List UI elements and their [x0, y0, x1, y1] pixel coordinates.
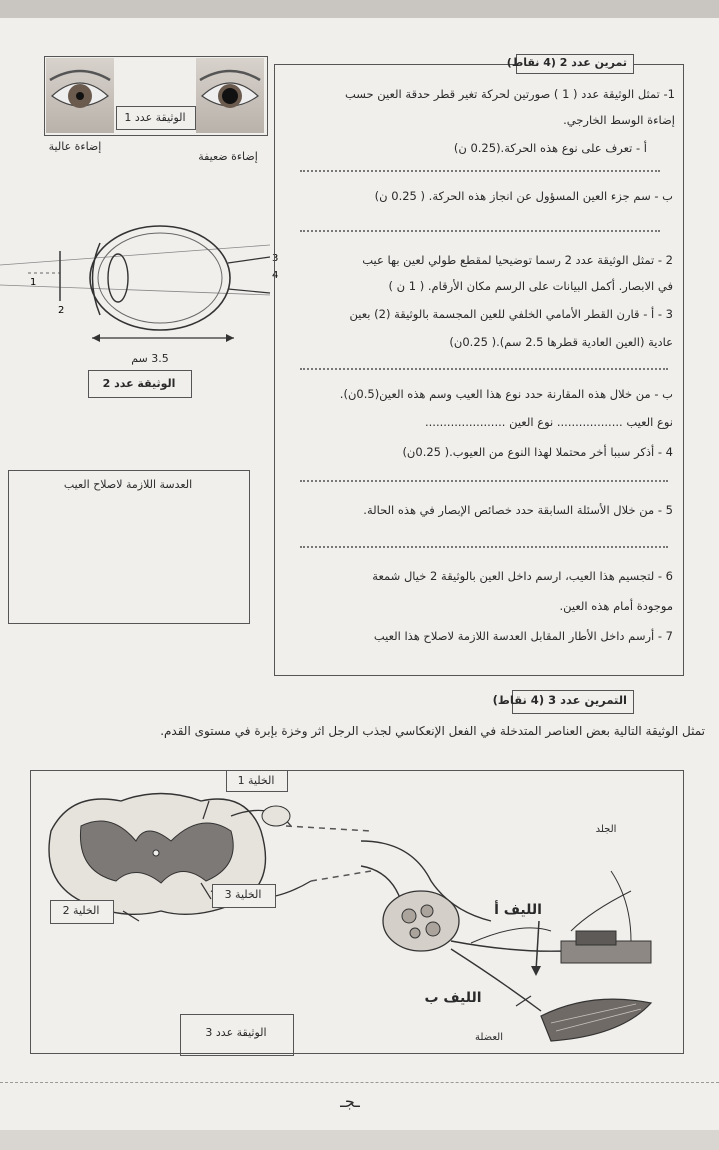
doc1-left-caption: إضاءة عالية: [48, 140, 102, 153]
lens: [108, 254, 128, 302]
page-signature: ـجـ: [340, 1092, 360, 1111]
cell3-label: الخلية 3: [224, 888, 262, 901]
ex2-q7: 7 - أرسم داخل الأطار المقابل العدسة اللازمة لاصلاح هذا العيب: [373, 629, 673, 643]
ex2-q4: 4 - أذكر سببا أخر محتملا لهذا النوع من العيوب.( 0.25ن): [402, 445, 673, 459]
footer-divider: [0, 1082, 719, 1083]
doc1-right-caption: إضاءة ضعيفة: [198, 150, 258, 163]
ex2-q1: 1- تمثل الوثيقة عدد ( 1 ) صورتين لحركة تغير قطر حدقة العين حسب: [344, 87, 675, 101]
skin-block: [561, 871, 651, 963]
number-2: 2: [58, 305, 65, 316]
scan-top-edge: [0, 0, 719, 18]
eye-photo-left: [46, 58, 114, 133]
ex2-q6: 6 - لتجسيم هذا العيب، ارسم داخل العين بالوثيقة 2 خيال شمعة: [372, 569, 673, 583]
muscle-label: العضلة: [475, 1032, 503, 1043]
ex2-q6-cont: موجودة أمام هذه العين.: [559, 599, 673, 613]
ex3-intro: تمثل الوثيقة التالية بعض العناصر المتدخلة في الفعل الإنعكاسي لجذب الرجل اثر وخزة بإبرة في مستوى القدم.: [160, 724, 705, 738]
answer-line: [300, 546, 668, 548]
ex2-q2: 2 - تمثل الوثيقة عدد 2 رسما توضيحيا لمقطع طولي لعين بها عيب: [362, 253, 673, 267]
optic-nerve-top: [228, 257, 270, 263]
nerve-cross-section: [383, 891, 459, 951]
choroid: [98, 233, 222, 323]
doc2-measure-arrow: [88, 332, 238, 344]
answer-line: [300, 480, 668, 482]
number-3: 3: [272, 253, 279, 264]
cell2-label: الخلية 2: [62, 904, 100, 917]
doc3-label: الوثيقة عدد 3: [205, 1026, 267, 1039]
eye-photo-right: [196, 58, 264, 133]
answer-line: [300, 170, 660, 172]
answer-line: [300, 230, 660, 232]
ex2-q3b-answer: نوع العيب .................. نوع العين ......................: [425, 415, 673, 429]
ex2-q3b: ب - من خلال هذه المقارنة حدد نوع هذا العيب وسم هذه العين(0.5ن).: [339, 387, 673, 401]
number-1: 1: [30, 277, 37, 288]
ex3-title: التمرين عدد 3 (4 نقاط): [492, 693, 627, 707]
nerve-dash-top: [286, 826, 371, 831]
ex2-q5: 5 - من خلال الأسئلة السابقة حدد خصائص الإبصار في هذه الحالة.: [363, 503, 673, 517]
ex2-q3-cont: عادية (العين العادية قطرها 2.5 سم).( 0.25ن): [449, 335, 673, 349]
light-ray-top: [0, 245, 270, 265]
eyeball: [90, 226, 230, 330]
ex2-q3: 3 - أ - قارن القطر الأمامي الخلفي للعين المجسمة بالوثيقة (2) بعين: [349, 307, 673, 321]
ganglion: [262, 806, 290, 826]
cell1-label: الخلية 1: [237, 774, 275, 787]
ex2-frame: [274, 64, 684, 676]
lens-frame-title: العدسة اللازمة لاصلاح العيب: [63, 478, 193, 491]
eye-icon: [196, 58, 264, 133]
number-4: 4: [272, 270, 279, 281]
ex2-q1-cont: إضاءة الوسط الخارجي.: [563, 113, 675, 127]
ex2-q2-cont: في الابصار. أكمل البيانات على الرسم مكان الأرقام. ( 1 ن ): [388, 279, 673, 293]
doc1-label: الوثيقة عدد 1: [124, 111, 186, 124]
doc3-reflex-diagram: [31, 771, 681, 1051]
ex2-q1a: أ - تعرف على نوع هذه الحركة.(0.25 ن): [453, 141, 647, 155]
skin-label: الجلد: [595, 824, 617, 835]
optic-nerve-bottom: [228, 289, 270, 293]
lens-frame: [8, 470, 250, 624]
fiber-a-label: الليف أ: [494, 902, 542, 918]
nerve-dash-bottom: [311, 871, 371, 881]
doc2-measure: 3.5 سم: [131, 352, 169, 365]
doc2-eye-diagram: [0, 223, 290, 343]
fiber-b-label: الليف ب: [424, 990, 482, 1006]
exam-sheet: [0, 18, 719, 1130]
ex2-q1b: ب - سم جزء العين المسؤول عن انجاز هذه الحركة. ( 0.25 ن): [374, 189, 673, 203]
muscle-block: [541, 999, 651, 1041]
doc2-label: الوثيقة عدد 2: [102, 377, 176, 390]
answer-line: [300, 368, 668, 370]
ex2-title: تمرين عدد 2 (4 نقاط): [506, 56, 627, 69]
eye-icon: [46, 58, 114, 133]
